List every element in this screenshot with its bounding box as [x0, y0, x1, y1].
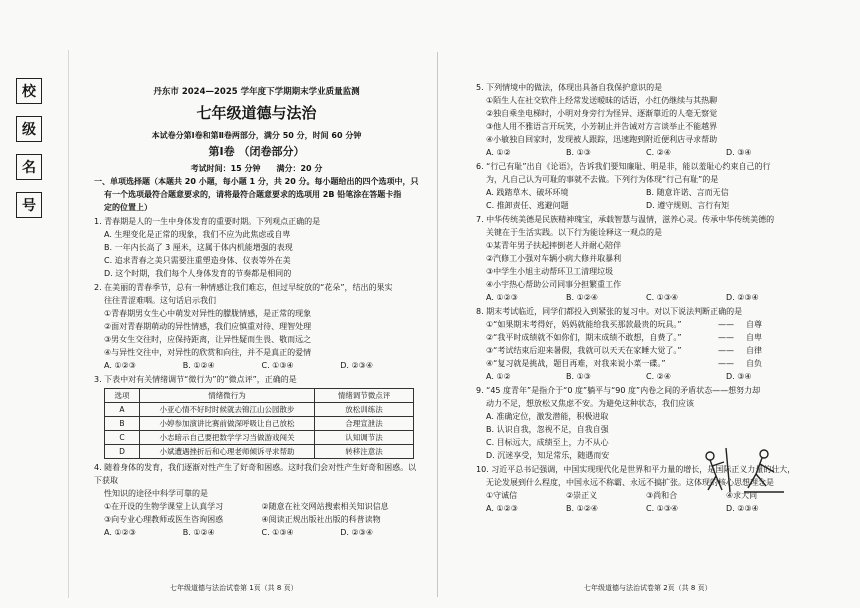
option: B. ①②④	[566, 504, 599, 513]
instr-line: 有一个选项最符合题意要求的，请将最符合题意要求的选项用 2B 铅笔涂在答题卡指	[104, 190, 402, 199]
statement: ①陌生人在社交软件上经常发送暧昧的话语，小红仍继续与其热聊	[486, 96, 718, 105]
option: D. 沉迷享受，知足常乐，随遇而安	[486, 451, 610, 460]
dash: ——	[718, 346, 734, 355]
statement-row	[94, 513, 419, 526]
table-row	[105, 403, 414, 417]
statement: ③中学生小旭主动帮环卫工清理垃圾	[486, 267, 614, 276]
option: C. ①③④	[261, 528, 294, 537]
table-cell: 小志暗示自己要把数学学习当做游戏闯关	[140, 431, 315, 445]
figure-illustration	[694, 442, 790, 498]
table-row	[105, 431, 414, 445]
question-stem: 性知识的途径中科学可靠的是	[104, 489, 208, 498]
statement-row	[94, 500, 419, 513]
school-title: 丹东市 2024—2025 学年度下学期期末学业质量监测	[153, 87, 360, 97]
option: D. ②③④	[726, 504, 759, 513]
option: C. ①③④	[646, 293, 679, 302]
statement: ①在开设的生物学课堂上认真学习	[104, 502, 224, 511]
option: C. 追求青春之美只需要注重塑造身体、仪表等外在美	[104, 256, 291, 265]
option: A. ①②③	[486, 504, 518, 513]
table-row	[105, 445, 414, 459]
dash: ——	[718, 359, 734, 368]
statement: ①青春期男女生心中萌发对异性的朦胧情感，是正常的现象	[104, 309, 312, 318]
option: B. 认识自我，忽视不足，自我自强	[486, 425, 609, 434]
question-5	[476, 81, 806, 159]
subject-title: 七年级道德与法治	[196, 104, 317, 122]
instr-line: 一、单项选择题（本题共 20 小题，每小题 1 分，共 20 分。每小题给出的四个选项中，只	[94, 177, 419, 186]
option: C. ①③④	[646, 504, 679, 513]
footer-page-1: 七年级道德与法治试卷第 1页（共 8 页）	[170, 584, 298, 592]
option: C. ②④	[646, 372, 672, 381]
option: B. ①③	[566, 372, 591, 381]
page-edge	[68, 50, 69, 598]
statement: ③尚和合	[646, 491, 678, 500]
table-row	[105, 417, 414, 431]
statement: ②面对青春期萌动的异性情感，我们应慎重对待、理智处理	[104, 322, 312, 331]
table-cell: B	[105, 417, 140, 431]
statement: ④阅读正规出版社出版的科普读物	[261, 515, 381, 524]
exam-note: 本试卷分第Ⅰ卷和第Ⅱ卷两部分，满分 50 分，时间 60 分钟	[151, 131, 362, 140]
question-stem: 无论发展到什么程度，中国永远不称霸、永远不搞扩张。这体现的核心思想理念是	[486, 478, 774, 487]
table-cell: C	[105, 431, 140, 445]
question-stem: 6. “行己有耻”出自《论语》，告诉我们要知廉耻、明是非，能以羞耻心约束自己的行	[476, 162, 771, 171]
quote: ③“考试结束后迎来暑假，我就可以天天在家睡大觉了。”	[486, 346, 682, 355]
table-cell: 合理宣泄法	[315, 417, 414, 431]
question-stem: 8. 期末考试临近，同学们都投入到紧张的复习中。对以下说法判断正确的是	[476, 307, 743, 316]
binding-label-name: 名	[16, 154, 42, 180]
option: A. ①②③	[104, 361, 136, 370]
option: D. ③④	[726, 372, 752, 381]
table-cell: 转移注意法	[315, 445, 414, 459]
statement: ④小敏独自回家时，发现被人跟踪，迅速跑到附近便利店寻求帮助	[486, 135, 718, 144]
option: B. ①②④	[182, 361, 215, 370]
dash: ——	[718, 333, 734, 342]
option: D. 遵守规则、言行有矩	[646, 201, 730, 210]
option: C. 推卸责任、逃避问题	[486, 201, 569, 210]
option: B. 一年内长高了 3 厘米，这属于体内机能增强的表现	[104, 243, 293, 252]
question-stem: 1. 青春期是人的一生中身体发育的重要时期。下列观点正确的是	[94, 217, 321, 226]
time-note: 考试时间：15 分钟 满分：20 分	[190, 164, 323, 173]
option: C. 目标远大，成绩至上，力不从心	[486, 438, 609, 447]
page-1	[94, 86, 419, 540]
question-stem: 5. 下列情境中的做法，体现出具备自我保护意识的是	[476, 83, 663, 92]
judgment-row	[476, 344, 806, 357]
question-6	[476, 160, 806, 212]
question-stem: 关键在于生活实践。以下行为能诠释这一观点的是	[486, 228, 662, 237]
quote: ①“如果期末考得好，妈妈就能给我买那款最贵的玩具。”	[486, 320, 682, 329]
judgment-row	[476, 318, 806, 331]
statement: ②崇正义	[566, 491, 598, 500]
option: D. ③④	[726, 148, 752, 157]
option: A. ①②③	[486, 293, 518, 302]
question-stem: 2. 在美丽的青春季节，总有一种情感让我们难忘，但过早绽放的“花朵”，结出的果实	[94, 283, 393, 292]
judgment: 自尊	[746, 320, 762, 329]
table-cell: 小婷参加演讲比赛前做深呼吸让自己放松	[140, 417, 315, 431]
question-4	[94, 461, 419, 539]
table-cell: 放松训练法	[315, 403, 414, 417]
instr-line: 定的位置上）	[104, 203, 152, 212]
binding-label-grade: 级	[16, 116, 42, 142]
statement: ①某青年男子扶起摔倒老人并耐心陪伴	[486, 241, 622, 250]
quote: ②“我平时成绩就不如你们，期末成绩不敢想，自费了。”	[486, 333, 682, 342]
option: A. ①②③	[104, 528, 136, 537]
option: D. ②③④	[726, 293, 759, 302]
table-cell: 认知调节法	[315, 431, 414, 445]
binding-label-number: 号	[16, 192, 42, 218]
dash: ——	[718, 320, 734, 329]
options-row	[94, 359, 419, 372]
options-row	[476, 186, 806, 199]
judgment: 自卑	[746, 333, 762, 342]
statement: ④求大同	[726, 491, 758, 500]
question-1	[94, 215, 419, 280]
instructions	[94, 175, 419, 214]
option: A. ①②	[486, 372, 511, 381]
options-row	[94, 526, 419, 539]
table-cell: 小亚心情不好时时候就去锦江山公园散步	[140, 403, 315, 417]
judgment-row	[476, 357, 806, 370]
options-row	[476, 291, 806, 304]
question-stem: 动力不足，想放松又焦虑不安。为避免这种状态，我们应该	[486, 399, 694, 408]
quote: ④“复习就是挑战，题目再难，对我来说小菜一碟。”	[486, 359, 666, 368]
column-header: 选项	[105, 389, 140, 403]
column-header: 情绪微行为	[140, 389, 315, 403]
option: C. ①③④	[261, 361, 294, 370]
question-stem: 4. 随着身体的发育，我们逐渐对性产生了好奇和困惑。这时我们会对性产生好奇和困惑。以下获取	[94, 463, 417, 485]
judgment-row	[476, 331, 806, 344]
table-cell: A	[105, 403, 140, 417]
option: B. 随意许诺、言而无信	[646, 188, 729, 197]
statement: ③男女生交往时，应保持距离，让异性疑而生畏、敬而远之	[104, 335, 312, 344]
statement: ④小宇热心帮助公司同事分担繁重工作	[486, 280, 622, 289]
table-header	[105, 389, 414, 403]
question-stem: 9. “45 度青年”是指介于“0 度”躺平与“90 度”内卷之间的矛盾状态——想努力却	[476, 386, 761, 395]
option: A. ①②	[486, 148, 511, 157]
question-3	[94, 373, 419, 459]
emotion-table	[104, 388, 414, 459]
option: B. ①③	[566, 148, 591, 157]
option: B. ①②④	[182, 528, 215, 537]
binding-label-school: 校	[16, 78, 42, 104]
statement: ②独自乘坐电梯时，小明对身旁行为怪异、逐渐靠近的人毫无察觉	[486, 109, 718, 118]
judgment: 自律	[746, 346, 762, 355]
table-cell: D	[105, 445, 140, 459]
figure-left	[706, 448, 730, 492]
option: A. 生理变化是正常的现象，我们不应为此焦虑或自卑	[104, 230, 291, 239]
options-row	[476, 502, 806, 515]
question-stem: 10. 习近平总书记强调，中国实现现代化是世界和平力量的增长，是国际正义力量的壮大，	[476, 465, 796, 474]
part-title: 第Ⅰ卷 （闭卷部分）	[208, 145, 305, 158]
option: D. ②③④	[340, 528, 374, 537]
option: D. ②③④	[340, 361, 374, 370]
statement: ③他人用不雅语言开玩笑，小芳制止并告诫对方言谈举止不能越界	[486, 122, 718, 131]
judgment: 自负	[746, 359, 762, 368]
question-stem: 为，凡自己认为可耻的事就不去做。下列行为体现“行己有耻”的是	[486, 175, 719, 184]
statement: ①守诚信	[486, 491, 518, 500]
options-row	[476, 370, 806, 383]
question-stem: 往往青涩难咽。这句话启示我们	[104, 296, 216, 305]
table-cell: 小斌遭遇挫折后和心理老师倾诉寻求帮助	[140, 445, 315, 459]
question-7	[476, 213, 806, 304]
option: C. ②④	[646, 148, 672, 157]
option: D. 这个时期，我们每个人身体发育的节奏都是相同的	[104, 269, 292, 278]
option: B. ①②④	[566, 293, 599, 302]
statement: ④与异性交往中，对异性的欣赏和向往，并不是真正的爱情	[104, 348, 312, 357]
column-header: 情绪调节微点评	[315, 389, 414, 403]
question-8	[476, 305, 806, 383]
footer-page-2: 七年级道德与法治试卷第 2页（共 8 页）	[584, 584, 712, 592]
binding-strip	[16, 78, 44, 230]
statement: ②随意在社交网站搜索相关知识信息	[261, 502, 389, 511]
question-2	[94, 281, 419, 372]
options-row	[476, 146, 806, 159]
statement: ③向专业心理教师或医生咨询困惑	[104, 515, 224, 524]
figure-right	[744, 450, 784, 492]
fold-line	[437, 52, 438, 597]
option: A. 践踏草木、破坏环境	[486, 188, 569, 197]
question-stem: 7. 中华传统美德是民族精神瑰宝，承载智慧与温情，滋养心灵。传承中华传统美德的	[476, 215, 775, 224]
option: A. 准确定位，激发潜能，积极进取	[486, 412, 609, 421]
options-row	[476, 199, 806, 212]
question-stem: 3. 下表中对有关情绪调节“微行为”的“微点评”，正确的是	[94, 375, 297, 384]
statement: ②汽修工小强对车辆小病大修并取暴利	[486, 254, 622, 263]
